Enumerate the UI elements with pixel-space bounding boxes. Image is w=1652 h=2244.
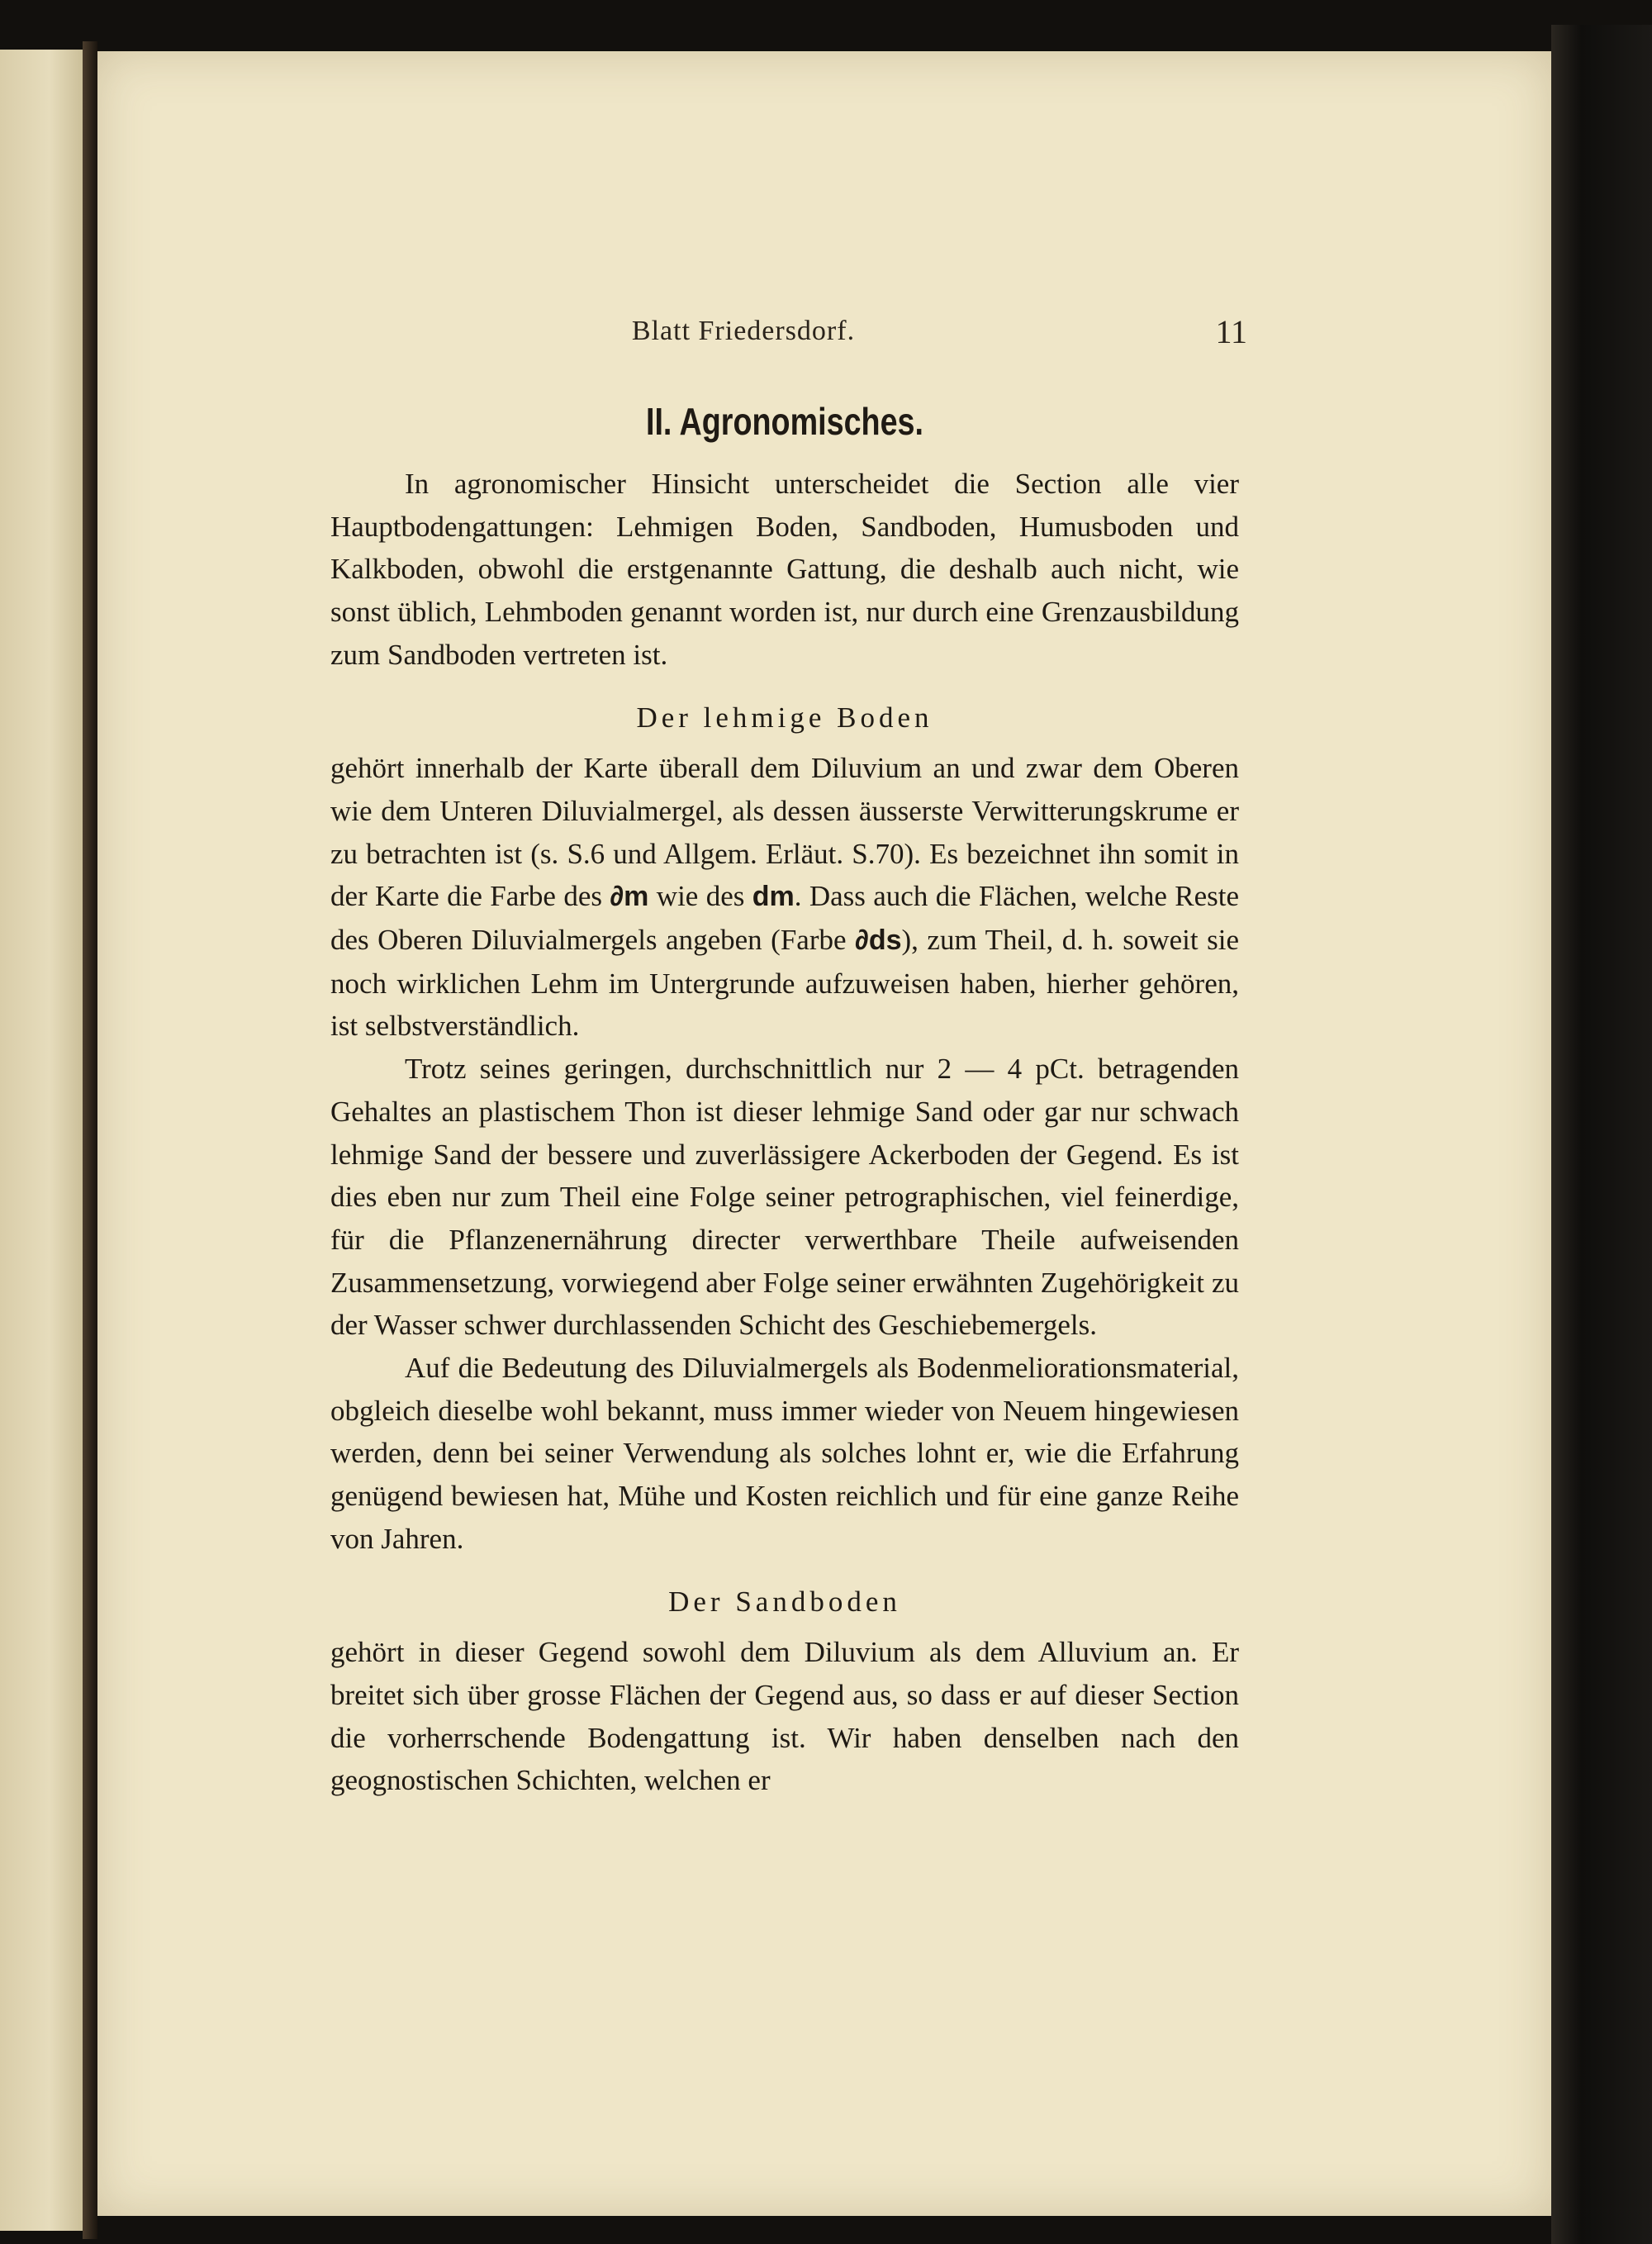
- running-head: [330, 306, 1247, 355]
- facing-page-edge: [0, 50, 88, 2231]
- section-heading: II. Agronomisches.: [645, 400, 924, 443]
- running-head-title: Blatt Friedersdorf.: [631, 316, 856, 346]
- lehm-p1-text-b: wie des: [648, 880, 752, 913]
- sand-paragraph-1: gehört in dieser Gegend sowohl dem Diluvium als dem Alluvium an. Er breitet sich über grosse Flächen der Gegend aus, so dass er auf dieser Section die vorherrschende Bodengattung ist. Wir haben denselben nach den geognostischen Schichten, welchen er: [330, 1636, 1239, 1797]
- cover-edge: [1551, 25, 1652, 2244]
- lehm-paragraph-3: Auf die Bedeutung des Diluvialmergels als Bodenmeliorationsmaterial, obgleich dieselbe wohl bekannt, muss immer wieder von Neuem hingewiesen werden, denn bei seiner Verwendung als solches lohnt er, wie die Erfahrung genügend bewiesen hat, Mühe und Kosten reichlich und für eine ganze Reihe von Jahren.: [330, 1352, 1239, 1555]
- intro-paragraph: In agronomischer Hinsicht unterscheidet die Section alle vier Hauptbodengattungen: Lehmigen Boden, Sandboden, Humusboden und Kalkboden, obwohl die erstgenannte Gattung, die deshalb auch nicht, wie sonst üblich, Lehmboden genannt worden ist, nur durch eine Grenzausbildung zum Sandboden vertreten ist.: [330, 468, 1239, 671]
- lehm-paragraph-1: [330, 747, 1239, 1048]
- subheading-lehmiger-boden: Der lehmige Boden: [636, 701, 933, 734]
- body-text: [330, 397, 1239, 1802]
- lehm-p1-text-d: ), zum Theil, d. h. soweit sie noch wirklichen Lehm im Untergrunde aufzuweisen haben, hierher gehören, ist selbstverständlich.: [330, 924, 1239, 1043]
- page-number: 11: [1215, 313, 1247, 350]
- lehm-p1-text-a: gehört innerhalb der Karte überall dem Diluvium an und zwar dem Oberen wie dem Unteren Diluvialmergel, als dessen äusserste Verwitterungskrume er zu betrachten ist (s. S.6 und Allgem. Erläut. S.70). Es bezeichnet ihn somit in der Karte die Farbe des: [330, 752, 1239, 913]
- map-symbol-lower-marl: dm: [752, 881, 795, 913]
- binding-gutter: [83, 41, 97, 2239]
- subheading-sandboden: Der Sandboden: [668, 1585, 901, 1618]
- map-symbol-upper-marl: ∂m: [610, 881, 649, 913]
- lehm-p1-text-c: . Dass auch die Flächen, welche Reste des Oberen Diluvialmergels angeben (Farbe: [330, 880, 1239, 957]
- lehm-paragraph-2: Trotz seines geringen, durchschnittlich nur 2 — 4 pCt. betragenden Gehaltes an plastischem Thon ist dieser lehmige Sand oder gar nur schwach lehmige Sand der bessere und zuverlässigere Ackerboden der Gegend. Es ist dies eben nur zum Theil eine Folge seiner petrographischen, viel feinerdige, für die Pflanzenernährung directer verwerthbare Theile aufweisenden Zusammensetzung, vorwiegend aber Folge seiner erwähnten Zugehörigkeit zu der Wasser schwer durchlassenden Schicht des Geschiebemergels.: [330, 1053, 1239, 1342]
- map-symbol-marl-remnants: ∂ds: [855, 925, 902, 957]
